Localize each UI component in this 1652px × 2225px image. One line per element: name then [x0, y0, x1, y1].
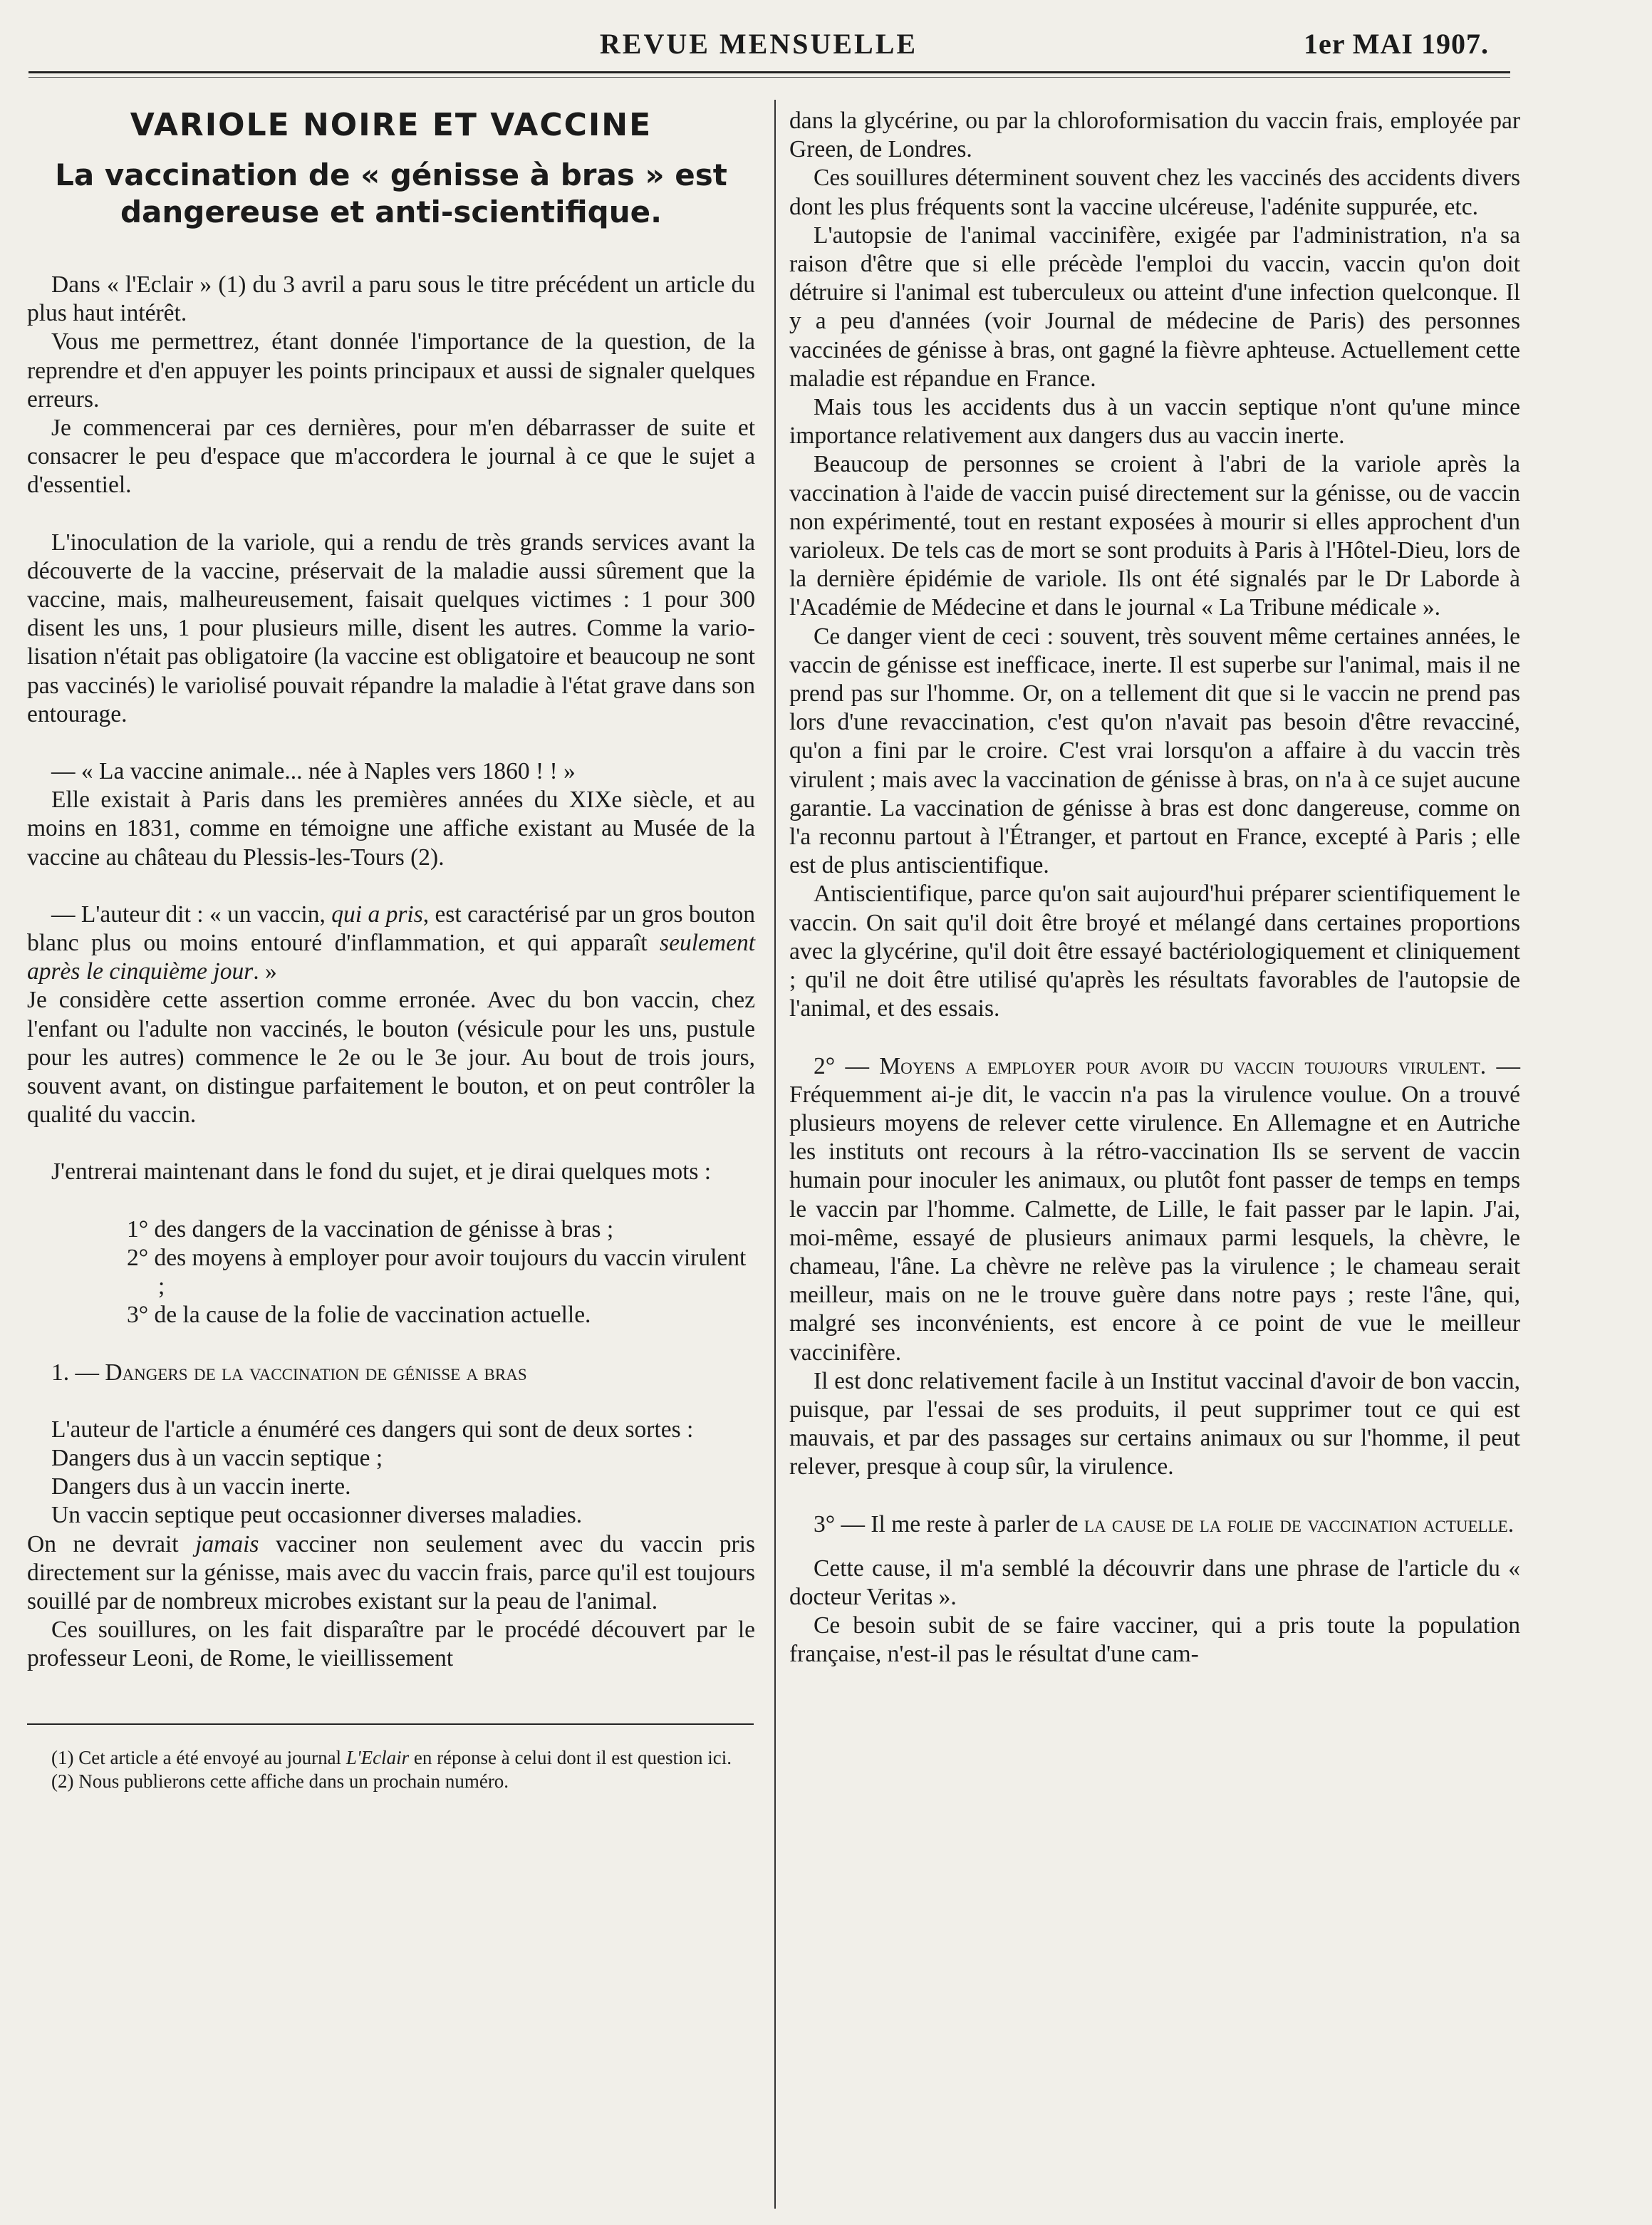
paragraph: L'inoculation de la variole, qui a rendu de très grands services avant la découverte de la vaccine, préservait de la maladie aussi sûrement que la vaccine, mais, malheureusement, faisait quelques victimes : 1 pour 300 disent les uns, 1 pour plusieurs mille, disent les autres. Comme la variolisation n'était pas obligatoire (la vaccine est obligatoire et beaucoup ne sont pas vaccinés) le variolisé pouvait répandre la maladie à l'état grave dans son entourage.	[27, 529, 755, 727]
paragraph: L'autopsie de l'animal vaccinifère, exigée par l'administration, n'a sa raison d'être que si elle précède l'emploi du vaccin, vaccin qu'on doit détruire si l'animal est tuberculeux ou atteint d'une infection quelconque. Il y a peu d'années (voir Journal de médecine de Paris) des personnes vaccinées de génisse à bras, ont gagné la fièvre aphteuse. Actuellement cette maladie est répandue en France.	[789, 222, 1520, 392]
paragraph: Ces souillures déterminent souvent chez les vaccinés des accidents divers dont les plus fréquents sont la vaccine ulcéreuse, l'adénite suppurée, etc.	[789, 165, 1520, 220]
column-divider	[774, 100, 776, 2209]
paragraph: J'entrerai maintenant dans le fond du sujet, et je dirai quelques mots :	[51, 1158, 712, 1186]
paragraph: Ces souillures, on les fait disparaître par le procédé découvert par le professeur Leoni, de Rome, le vieillissement	[27, 1617, 755, 1672]
list-item: 3° de la cause de la folie de vaccination actuelle.	[127, 1302, 591, 1329]
left-column	[27, 107, 755, 1793]
paragraph: Je considère cette assertion comme erronée. Avec du bon vaccin, chez l'enfant ou l'adulte non vaccinés, le bouton (vésicule pour les uns, pustule pour les autres) commence le 2e ou le 3e jour. Au bout de trois jours, souvent avant, on distingue parfaitement le bouton, et on peut contrôler la qualité du vaccin.	[27, 987, 755, 1129]
paragraph: Elle existait à Paris dans les premières années du XIXe siècle, et au moins en 1831, comme en témoigne une affiche existant au Musée de la vaccine au château du Plessis-les-Tours (2).	[27, 787, 755, 871]
section-heading-1: 1. — Dangers de la vaccination de génisse a bras	[51, 1359, 527, 1386]
paragraph: Dangers dus à un vaccin inerte.	[51, 1473, 351, 1500]
page-header	[28, 21, 1489, 64]
journal-title: REVUE MENSUELLE	[599, 28, 918, 60]
paragraph: Ce danger vient de ceci : souvent, très souvent même certaines années, le vaccin de génisse est inefficace, inerte. Il est superbe sur l'animal, mais il ne prend pas sur l'homme. Or, on a tellement dit que si le vaccin ne prend pas lors d'une revaccination, c'est qu'on n'avait pas besoin d'être revacciné, qu'on a fini par le croire. C'est vrai lorsqu'on a affaire à du vaccin très virulent ; mais avec la vaccination de génisse à bras, on n'a à ce sujet aucune garantie. La vaccination de génisse à bras est donc dangereuse, comme on l'a reconnu partout à l'Étranger, et partout en France, excepté à Paris ; elle est de plus antiscientifique.	[789, 623, 1520, 879]
article-title: VARIOLE NOIRE ET VACCINE	[130, 107, 653, 143]
list-item: 1° des dangers de la vaccination de génisse à bras ;	[127, 1215, 614, 1243]
section-heading-3: 3° — Il me reste à parler de la cause de la folie de vaccination actuelle.	[814, 1510, 1515, 1537]
issue-date: 1er MAI 1907.	[1304, 28, 1489, 60]
paragraph: Un vaccin septique peut occasionner diverses maladies.	[51, 1502, 583, 1529]
paragraph: Dangers dus à un vaccin septique ;	[51, 1444, 383, 1471]
header-rule	[28, 71, 1510, 73]
footnote-1: (1) Cet article a été envoyé au journal L'Eclair en réponse à celui dont il est question ici.	[51, 1746, 732, 1768]
paragraph: Beaucoup de personnes se croient à l'abri de la variole après la vaccination à l'aide de vaccin puisé directement sur la génisse, ou de vaccin non expérimenté, tout en restant exposées à mourir si elles approchent d'un varioleux. De tels cas de mort se sont produits à Paris à l'Hôtel-Dieu, lors de la dernière épidémie de variole. Ils ont été signalés par le Dr Laborde à l'Académie de Médecine et dans le journal « La Tribune médicale ».	[789, 451, 1520, 621]
paragraph: Je commencerai par ces dernières, pour m'en débarrasser de suite et consacrer le peu d'espace que m'accordera le journal à ce que le sujet a d'essentiel.	[27, 415, 755, 499]
paragraph: Vous me permettrez, étant donnée l'importance de la question, de la reprendre et d'en appuyer les points principaux et aussi de signaler quelques erreurs.	[27, 328, 755, 413]
paragraph: Antiscientifique, parce qu'on sait aujourd'hui préparer scientifiquement le vaccin. On sait qu'il doit être broyé et mélangé dans certaines proportions avec la glycérine, qu'il doit être essayé bactériologiquement et cliniquement ; qu'il ne doit être utilisé qu'après les résultats favorables de l'autopsie de l'animal, et des essais.	[789, 881, 1520, 1022]
footnote-2: (2) Nous publierons cette affiche dans un prochain numéro.	[51, 1770, 509, 1792]
paragraph: — L'auteur dit : « un vaccin, qui a pris, est caractérisé par un gros bouton blanc plus ou moins entouré d'inflammation, et qui apparaît seulement après le cinquième jour. »	[27, 901, 755, 985]
paragraph: L'auteur de l'article a énuméré ces dangers qui sont de deux sortes :	[51, 1416, 694, 1443]
paragraph: Mais tous les accidents dus à un vaccin septique n'ont qu'une mince importance relativement aux dangers dus au vaccin inerte.	[789, 394, 1520, 450]
list-item: 2° des moyens à employer pour avoir toujours du vaccin virulent ;	[127, 1244, 747, 1300]
paragraph: Dans « l'Eclair » (1) du 3 avril a paru sous le titre précédent un article du plus haut intérêt.	[27, 271, 755, 327]
article-subtitle: La vaccination de « génisse à bras » est dangereuse et anti-scientifique.	[55, 157, 727, 229]
footnote-rule	[27, 1723, 754, 1725]
paragraph: Cette cause, il m'a semblé la découvrir dans une phrase de l'article du « docteur Veritas ».	[789, 1555, 1520, 1610]
paragraph: Il est donc relativement facile à un Institut vaccinal d'avoir de bon vaccin, puisque, par l'essai de ses produits, il peut supprimer tout ce qui est mauvais, et par des passages sur certains animaux ou sur l'homme, il peut relever, presque à coup sûr, la virulence.	[789, 1367, 1520, 1480]
header-rule-thin	[28, 77, 1510, 78]
topic-list	[127, 1215, 755, 1330]
paragraph: dans la glycérine, ou par la chloroformisation du vaccin frais, employée par Green, de Londres.	[789, 108, 1520, 163]
section-heading-2: 2° — Moyens a employer pour avoir du vaccin toujours virulent. — Fréquemment ai-je dit, le vaccin n'a pas la virulence voulue. On a trouvé plusieurs moyens de relever cette virulence. En Allemagne et en Autriche les instituts ont recours à la rétro-vaccination Ils se servent de vaccin humain pour inoculer les animaux, ou plutôt font passer de temps en temps le vaccin par l'homme. Calmette, de Lille, le fait passer par le lapin. J'ai, moi-même, essayé de plusieurs animaux parmi lesquels, la chèvre, le chameau, l'âne. La chèvre ne relève pas la virulence ; le chameau serait meilleur, mais on ne le trouve guère dans notre pays ; reste l'âne, qui, malgré ses inconvénients, est encore à ce point de vue le meilleur vaccinifère.	[789, 1052, 1521, 1366]
paragraph: Ce besoin subit de se faire vacciner, qui a pris toute la population française, n'est-il pas le résultat d'une cam-	[789, 1612, 1520, 1668]
paragraph: — « La vaccine animale... née à Naples vers 1860 ! ! »	[51, 758, 576, 785]
paragraph: On ne devrait jamais vacciner non seulement avec du vaccin pris directement sur la génisse, mais avec du vaccin frais, parce qu'il est toujours souillé par de nombreux microbes existant sur la peau de l'animal.	[27, 1530, 756, 1614]
right-column	[789, 107, 1520, 1669]
